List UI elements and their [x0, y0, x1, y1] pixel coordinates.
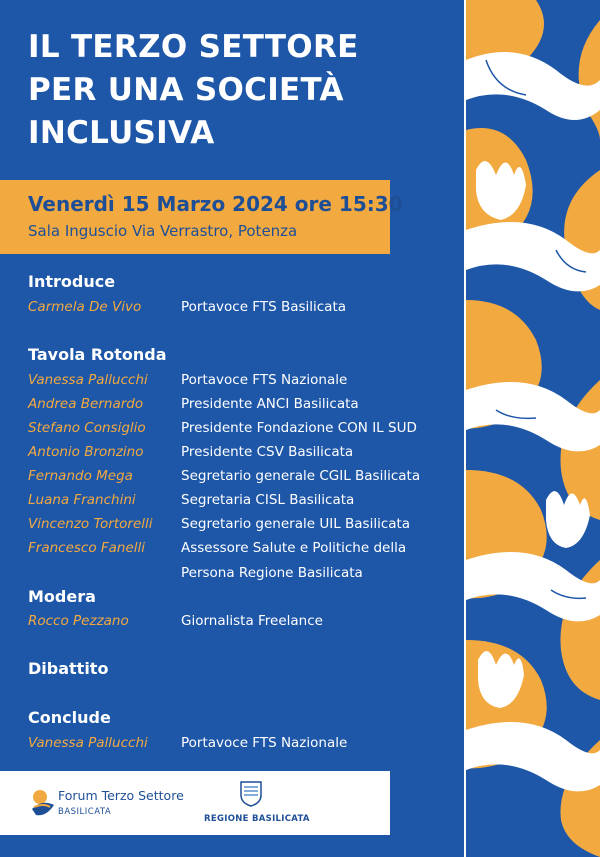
- speaker-name: Francesco Fanelli: [28, 540, 146, 556]
- event-place: Sala Inguscio Via Verrastro, Potenza: [28, 222, 298, 240]
- speaker-row: [28, 299, 458, 319]
- speaker-name: Luana Franchini: [28, 492, 136, 508]
- speaker-row: [28, 540, 458, 560]
- speaker-role-continuation: Persona Regione Basilicata: [181, 565, 363, 581]
- poster-title: [28, 26, 359, 155]
- decorative-hands-strip: [466, 0, 600, 857]
- title-line-1: IL TERZO SETTORE: [28, 29, 359, 65]
- speaker-role: Assessore Salute e Politiche della: [181, 540, 407, 556]
- section-tavola-rotonda: Tavola Rotonda: [28, 345, 167, 364]
- speaker-role: Segretario generale UIL Basilicata: [181, 516, 411, 532]
- speaker-name: Vanessa Pallucchi: [28, 372, 148, 388]
- speaker-row: [28, 492, 458, 512]
- speaker-role: Giornalista Freelance: [181, 613, 323, 629]
- event-date: Venerdì 15 Marzo 2024 ore 15:30: [28, 192, 403, 216]
- event-banner: [0, 180, 403, 254]
- logo-footer: [0, 771, 390, 835]
- forum-terzo-settore-logo: [30, 785, 184, 821]
- speaker-row: [28, 372, 458, 392]
- speaker-name: Stefano Consiglio: [28, 420, 146, 436]
- title-line-3: INCLUSIVA: [28, 115, 215, 151]
- speaker-row: [28, 735, 458, 755]
- section-conclude: Conclude: [28, 708, 111, 727]
- speaker-role: Segretario generale CGIL Basilicata: [181, 468, 421, 484]
- speaker-row: [28, 613, 458, 633]
- speaker-role: Presidente Fondazione CON IL SUD: [181, 420, 417, 436]
- regione-crest-icon: [240, 781, 262, 807]
- speaker-row: [28, 468, 458, 488]
- speaker-row: [28, 444, 458, 464]
- forum-logo-name: Forum Terzo Settore: [58, 788, 184, 803]
- speaker-row-continuation: [28, 565, 458, 585]
- speaker-row: [28, 420, 458, 440]
- speaker-name: Antonio Bronzino: [28, 444, 144, 460]
- speaker-name: Vincenzo Tortorelli: [28, 516, 153, 532]
- speaker-name: Andrea Bernardo: [28, 396, 144, 412]
- speaker-row: [28, 396, 458, 416]
- hands-pattern-illustration: [466, 0, 600, 857]
- title-line-2: PER UNA SOCIETÀ: [28, 72, 344, 108]
- section-introduce: Introduce: [28, 272, 116, 291]
- speaker-role: Portavoce FTS Basilicata: [181, 299, 347, 315]
- regione-basilicata-logo: [200, 781, 310, 829]
- speaker-name: Vanessa Pallucchi: [28, 735, 148, 751]
- speaker-name: Carmela De Vivo: [28, 299, 142, 315]
- section-modera: Modera: [28, 587, 96, 606]
- speaker-name: Rocco Pezzano: [28, 613, 129, 629]
- speaker-role: Portavoce FTS Nazionale: [181, 735, 348, 751]
- speaker-row: [28, 516, 458, 536]
- forum-logo-region: BASILICATA: [58, 807, 112, 817]
- speaker-role: Presidente CSV Basilicata: [181, 444, 354, 460]
- forum-logo-icon: [30, 787, 56, 819]
- speaker-role: Portavoce FTS Nazionale: [181, 372, 348, 388]
- speaker-name: Fernando Mega: [28, 468, 133, 484]
- speaker-role: Segretaria CISL Basilicata: [181, 492, 355, 508]
- speaker-role: Presidente ANCI Basilicata: [181, 396, 359, 412]
- regione-logo-label: REGIONE BASILICATA: [204, 814, 310, 824]
- section-dibattito: Dibattito: [28, 659, 109, 678]
